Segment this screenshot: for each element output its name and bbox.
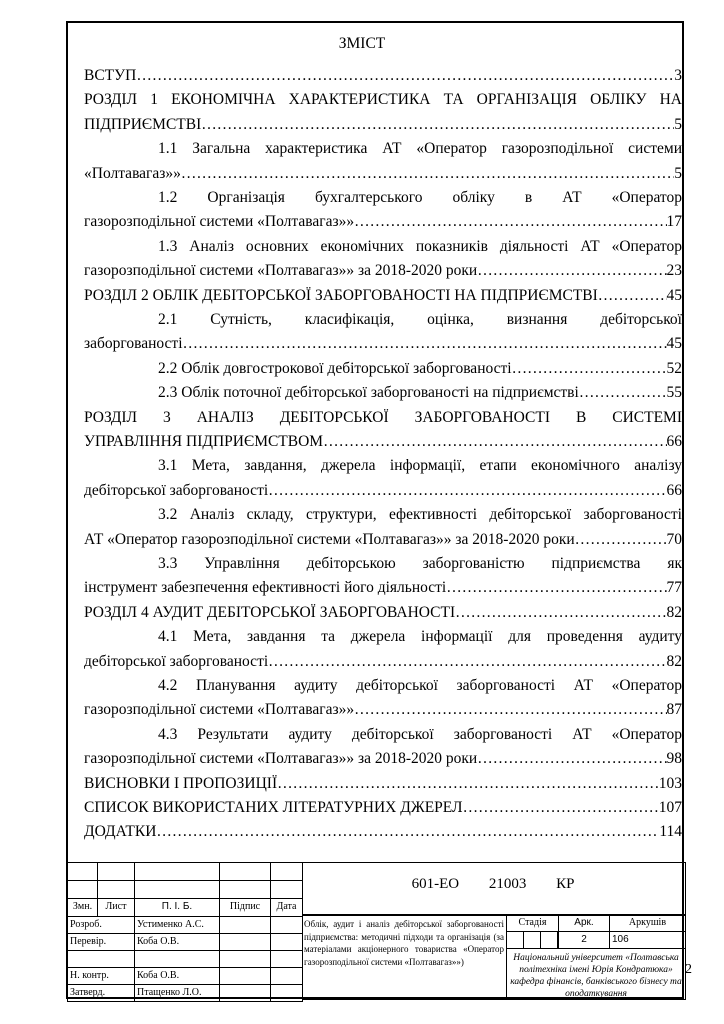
date-cell: [270, 967, 303, 985]
empty-cell: [134, 862, 220, 881]
toc-entry: [84, 602, 682, 624]
toc-entry-page: 23: [666, 262, 682, 280]
toc-entry: [84, 163, 682, 185]
toc-entry-page: 52: [666, 359, 682, 377]
toc-entry-label: 4.3 Результати аудиту дебіторської заборгованості АТ «Оператор: [158, 725, 682, 743]
toc-entry: [84, 797, 682, 819]
toc-entry: [84, 65, 682, 87]
toc-entry-page: 66: [666, 433, 682, 450]
toc-entry: [84, 675, 682, 697]
toc-entry-label: дебіторської заборгованості: [84, 481, 269, 499]
stage-cell: [523, 931, 541, 949]
toc-entry-label: 1.3 Аналіз основних економічних показників діяльності АТ «Оператор: [158, 237, 682, 255]
toc-entry-page: 82: [666, 652, 682, 670]
toc-entry: [84, 333, 682, 355]
toc-entry-label: СПИСОК ВИКОРИСТАНИХ ЛІТЕРАТУРНИХ ДЖЕРЕЛ: [84, 799, 463, 816]
toc-entry: [84, 504, 682, 526]
toc-entry-label: УПРАВЛІННЯ ПІДПРИЄМСТВОМ: [84, 433, 324, 450]
toc-entry-page: 77: [666, 579, 682, 597]
dot-leader: [455, 602, 666, 624]
toc-entry: [84, 651, 682, 673]
sheet-value: 2: [558, 931, 610, 949]
role-cell: Затверд.: [67, 984, 135, 1002]
toc-entry-label: інструмент забезпечення ефективності його діяльності: [84, 579, 447, 597]
toc-entry-label: РОЗДІЛ 3 АНАЛІЗ ДЕБІТОРСЬКОЇ ЗАБОРГОВАНОСТІ В СИСТЕМІ: [84, 408, 682, 426]
toc-entry-label: 2.2 Облік довгострокової дебіторської заборгованості: [158, 359, 512, 377]
dot-leader: [183, 333, 667, 355]
empty-cell: [219, 862, 271, 881]
date-cell: [270, 984, 303, 1002]
toc-entry-page: 70: [666, 530, 682, 548]
dot-leader: [268, 651, 666, 673]
toc-entry: [84, 748, 682, 770]
dot-leader: [268, 480, 666, 502]
toc-entry-label: ДОДАТКИ: [84, 823, 157, 841]
role-cell: Перевір.: [67, 933, 135, 951]
dot-leader: [181, 163, 674, 185]
toc-entry-label: 4.1 Мета, завдання та джерела інформації для проведення аудиту: [158, 628, 682, 646]
dot-leader: [277, 773, 659, 795]
empty-cell: [67, 880, 98, 899]
toc-entry: [84, 577, 682, 599]
toc-entry-label: 3.3 Управління дебіторською заборгованістю підприємства як: [158, 555, 682, 572]
toc-entry: [84, 309, 682, 331]
dot-leader: [575, 529, 667, 551]
page-number: 2: [685, 962, 692, 977]
toc-entry: [84, 211, 682, 233]
toc-entry-label: газорозподільної системи «Полтавагаз»»: [84, 701, 355, 719]
empty-cell: [97, 862, 135, 881]
toc-entry: [84, 529, 682, 551]
toc-entry-label: 1.2 Організація бухгалтерського обліку в АТ «Оператор: [158, 189, 682, 206]
sheets-value: 106: [609, 931, 686, 949]
toc-entry: [84, 138, 682, 160]
sheets-header: Аркушів: [609, 914, 686, 932]
stage-cell: [506, 931, 524, 949]
toc-entry-label: РОЗДІЛ 4 АУДИТ ДЕБІТОРСЬКОЇ ЗАБОРГОВАНОСТІ: [84, 603, 456, 621]
toc-entry-page: 107: [658, 799, 682, 816]
dot-leader: [463, 797, 659, 819]
toc-entry: [84, 407, 682, 429]
toc-entry: [84, 260, 682, 282]
dot-leader: [446, 577, 666, 599]
toc-entry-page: 66: [666, 481, 682, 499]
toc-entry: [84, 114, 682, 136]
name-cell: Коба О.В.: [134, 967, 220, 985]
header-cell: Змн.: [67, 898, 98, 917]
role-cell: Н. контр.: [67, 967, 135, 985]
toc-entry: [84, 480, 682, 502]
sheet-header: Арк.: [558, 914, 610, 932]
toc-entry-label: РОЗДІЛ 1 ЕКОНОМІЧНА ХАРАКТЕРИСТИКА ТА ОРГАНІЗАЦІЯ ОБЛІКУ НА: [84, 91, 682, 109]
dot-leader: [201, 114, 674, 136]
toc-entry: [84, 236, 682, 258]
header-cell: Лист: [97, 898, 135, 917]
role-cell: [67, 950, 135, 968]
page-title: ЗМІСТ: [338, 35, 386, 52]
toc-entry-label: 4.2 Планування аудиту дебіторської заборгованості АТ «Оператор: [158, 677, 682, 694]
stage-cell: [540, 931, 558, 949]
empty-cell: [270, 862, 303, 881]
toc-entry-label: РОЗДІЛ 2 ОБЛІК ДЕБІТОРСЬКОЇ ЗАБОРГОВАНОСТІ НА ПІДПРИЄМСТВІ: [84, 286, 598, 304]
toc-entry-label: газорозподільної системи «Полтавагаз»»: [84, 213, 355, 231]
header-cell: Дата: [270, 898, 303, 917]
dot-leader: [512, 358, 667, 380]
toc-entry-page: 55: [666, 384, 682, 402]
signature-cell: [219, 984, 271, 1002]
signature-cell: [219, 916, 271, 934]
toc-entry-label: ВСТУП: [84, 67, 137, 84]
toc-entry: [84, 89, 682, 111]
toc-entry-label: 1.1 Загальна характеристика АТ «Оператор газорозподільної системи: [158, 140, 682, 158]
signature-cell: [219, 950, 271, 968]
signature-cell: [219, 967, 271, 985]
toc-entry-label: «Полтавагаз»»: [84, 164, 181, 182]
toc-entry: [84, 773, 682, 795]
toc-entry: [84, 821, 682, 843]
toc-entry: [84, 455, 682, 477]
date-cell: [270, 933, 303, 951]
toc-entry-label: АТ «Оператор газорозподільної системи «Полтавагаз»» за 2018-2020 роки: [84, 530, 575, 548]
date-cell: [270, 950, 303, 968]
empty-cell: [67, 862, 98, 881]
institution-name: Національний університет «Полтавська політехніка імені Юрія Кондратюка» кафедра фінансів, банківського бізнесу та оподаткування: [510, 953, 682, 999]
signature-cell: [219, 933, 271, 951]
toc-entry-page: 114: [659, 823, 682, 841]
dot-leader: [598, 285, 667, 307]
toc-entry-label: 2.1 Сутність, класифікація, оцінка, визнання дебіторської: [158, 311, 682, 328]
document-code: 601-ЕО 21003 КР: [411, 876, 575, 892]
toc-entry: [84, 431, 682, 453]
toc-entry-page: 98: [666, 750, 682, 768]
toc-entry: [84, 382, 682, 404]
toc-entry: [84, 187, 682, 209]
dot-leader: [354, 211, 666, 233]
dot-leader: [323, 431, 666, 453]
dot-leader: [477, 260, 666, 282]
toc-entry-label: газорозподільної системи «Полтавагаз»» за 2018-2020 роки: [84, 262, 478, 280]
toc-entry-page: 5: [674, 115, 682, 133]
toc-entry: [84, 285, 682, 307]
toc-entry-page: 5: [674, 164, 682, 182]
dot-leader: [136, 65, 674, 87]
document-description: Облік, аудит і аналіз дебіторської заборгованості підприємства: методичні підходи та організація (за матеріалами акціонерного товариства «Оператор газорозподільної системи «Полтавагаз»»): [304, 919, 504, 967]
empty-cell: [270, 880, 303, 899]
toc-entry-page: 87: [666, 701, 682, 719]
header-cell: П. І. Б.: [134, 898, 220, 917]
toc-entry: [84, 724, 682, 746]
toc-entry-label: дебіторської заборгованості: [84, 652, 269, 670]
toc-entry: [84, 553, 682, 575]
toc-entry-label: 3.1 Мета, завдання, джерела інформації, етапи економічного аналізу: [158, 457, 682, 475]
toc-entry-page: 45: [666, 286, 682, 304]
date-cell: [270, 916, 303, 934]
name-cell: Устименко А.С.: [134, 916, 220, 934]
dot-leader: [477, 748, 666, 770]
name-cell: [134, 950, 220, 968]
toc-entry: [84, 358, 682, 380]
empty-cell: [219, 880, 271, 899]
role-cell: Розроб.: [67, 916, 135, 934]
toc-entry-page: 82: [666, 603, 682, 621]
empty-cell: [97, 880, 135, 899]
toc-entry-label: ВИСНОВКИ І ПРОПОЗИЦІЇ: [84, 774, 278, 792]
dot-leader: [156, 821, 659, 843]
toc-entry: [84, 626, 682, 648]
dot-leader: [354, 699, 666, 721]
header-cell: Підпис: [219, 898, 271, 917]
name-cell: Коба О.В.: [134, 933, 220, 951]
toc-entry-page: 45: [666, 335, 682, 353]
name-cell: Птащенко Л.О.: [134, 984, 220, 1002]
empty-cell: [134, 880, 220, 899]
toc-entry-label: ПІДПРИЄМСТВІ: [84, 115, 202, 133]
stage-header: Стадія: [506, 914, 559, 932]
dot-leader: [579, 382, 667, 404]
toc-entry-label: 2.3 Облік поточної дебіторської заборгованості на підприємстві: [158, 384, 579, 402]
toc-entry-label: газорозподільної системи «Полтавагаз»» за 2018-2020 роки: [84, 750, 478, 768]
toc-entry-label: 3.2 Аналіз складу, структури, ефективності дебіторської заборгованості: [158, 506, 682, 524]
toc-entry-page: 17: [666, 213, 682, 231]
toc-entry: [84, 699, 682, 721]
toc-entry-label: заборгованості: [84, 335, 183, 353]
toc-entry-page: 3: [674, 67, 682, 84]
toc-entry-page: 103: [658, 774, 682, 792]
